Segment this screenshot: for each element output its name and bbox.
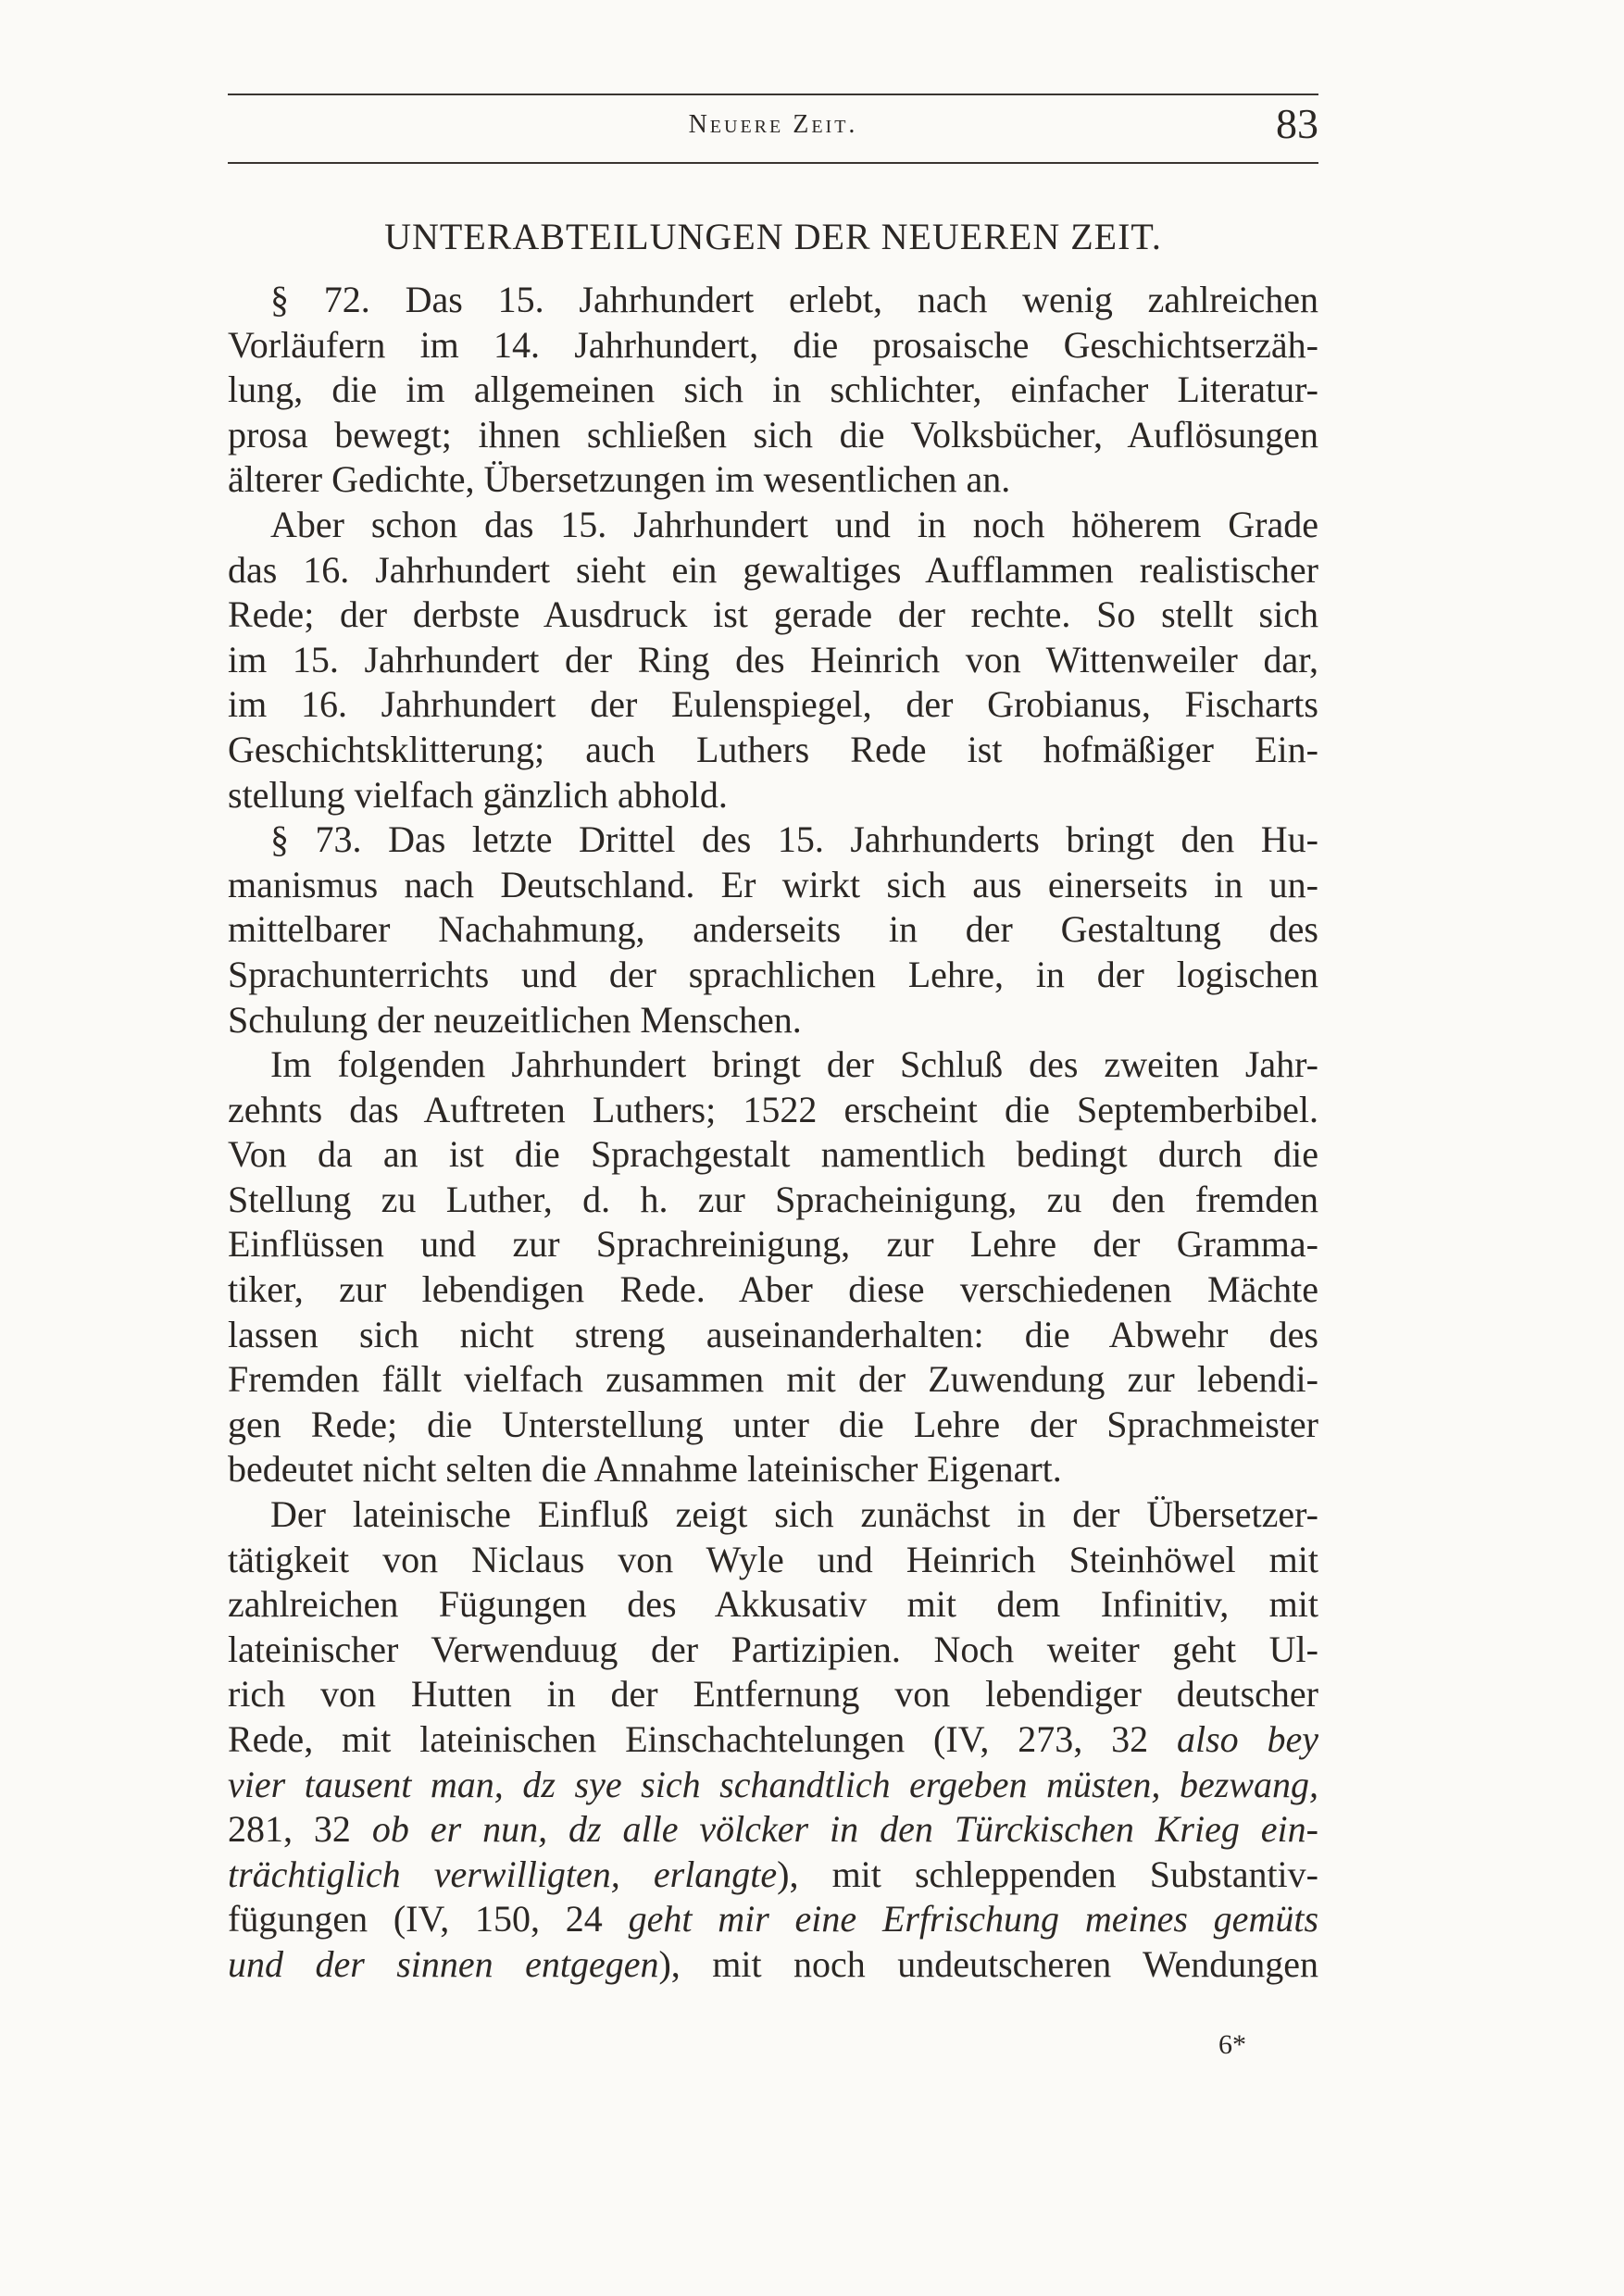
text-span: manismus nach Deutschland. Er wirkt sich aus einerseits in un-	[228, 863, 1318, 905]
text-span: im 16. Jahrhundert der Eulenspiegel, der Grobianus, Fischarts	[228, 683, 1318, 726]
italic-quote: und der sinnen entgegen	[228, 1942, 659, 1985]
text-line	[228, 1853, 1318, 1898]
text-line	[228, 278, 1318, 323]
italic-quote: geht mir eine Erfrischung meines gemüts	[628, 1898, 1319, 1940]
text-span: ), mit noch undeutscheren Wendungen	[658, 1942, 1319, 1985]
text-span: prosa bewegt; ihnen schließen sich die Volksbücher, Auflösungen	[228, 413, 1318, 455]
page-number: 83	[1276, 100, 1318, 147]
text-line	[228, 863, 1318, 908]
text-span: ), mit schleppenden Substantiv-	[777, 1853, 1318, 1895]
text-span: tiker, zur lebendigen Rede. Aber diese verschiedenen Mächte	[228, 1268, 1318, 1311]
text-line	[228, 503, 1318, 548]
text-span: Im folgenden Jahrhundert bringt der Schluß des zweiten Jahr-	[270, 1043, 1318, 1086]
text-line	[228, 368, 1318, 413]
text-span: Der lateinische Einfluß zeigt sich zunächst in der Übersetzer-	[270, 1493, 1318, 1536]
text-line	[228, 1942, 1318, 1988]
text-span: 281, 32	[228, 1808, 372, 1851]
signature-mark: 6*	[1218, 2029, 1246, 2060]
text-line	[228, 1897, 1318, 1942]
text-span: zehnts das Auftreten Luthers; 1522 erscheint die Septemberbibel.	[228, 1088, 1318, 1130]
text-line	[228, 1132, 1318, 1178]
italic-quote: also bey	[1176, 1718, 1319, 1760]
text-span: Rede; der derbste Ausdruck ist gerade der rechte. So stellt sich	[228, 593, 1318, 636]
italic-quote: vier tausent man, dz sye sich schandtlich ergeben müsten, bezwang,	[228, 1763, 1318, 1805]
text-line	[228, 1717, 1318, 1763]
text-line	[228, 1042, 1318, 1088]
text-span: Aber schon das 15. Jahrhundert und in noch höherem Grade	[270, 503, 1318, 545]
text-line	[228, 1582, 1318, 1628]
text-line	[228, 907, 1318, 953]
text-span: stellung vielfach gänzlich abhold.	[228, 773, 728, 816]
body-text	[228, 278, 1318, 1988]
text-span: tätigkeit von Niclaus von Wyle und Heinrich Steinhöwel mit	[228, 1538, 1318, 1580]
text-line	[228, 817, 1318, 863]
text-span: Geschichtsklitterung; auch Luthers Rede ist hofmäßiger Ein-	[228, 728, 1318, 770]
text-span: Schulung der neuzeitlichen Menschen.	[228, 998, 802, 1041]
text-line	[228, 323, 1318, 368]
text-span: § 73. Das letzte Drittel des 15. Jahrhunderts bringt den Hu-	[270, 818, 1318, 861]
text-line	[228, 728, 1318, 773]
text-span: § 72. Das 15. Jahrhundert erlebt, nach wenig zahlreichen	[270, 279, 1318, 320]
text-span: lateinischer Verwenduug der Partizipien. Noch weiter geht Ul-	[228, 1628, 1318, 1670]
text-line	[228, 548, 1318, 593]
text-line	[228, 638, 1318, 683]
header-top-rule	[228, 94, 1318, 95]
text-span: fügungen (IV, 150, 24	[228, 1898, 629, 1940]
text-span: Vorläufern im 14. Jahrhundert, die prosaische Geschichtserzäh-	[228, 323, 1318, 366]
text-line	[228, 1357, 1318, 1403]
text-span: lassen sich nicht streng auseinanderhalten: die Abwehr des	[228, 1313, 1318, 1355]
text-span: lung, die im allgemeinen sich in schlichter, einfacher Literatur-	[228, 368, 1318, 411]
text-line	[228, 593, 1318, 638]
italic-quote: trächtiglich verwilligten, erlangte	[228, 1853, 778, 1895]
text-line	[228, 1178, 1318, 1223]
text-line	[228, 1088, 1318, 1133]
text-line	[228, 998, 1318, 1043]
text-line	[228, 1492, 1318, 1538]
text-span: rich von Hutten in der Entfernung von lebendiger deutscher	[228, 1673, 1318, 1716]
text-span: das 16. Jahrhundert sieht ein gewaltiges Aufflammen realistischer	[228, 548, 1318, 591]
text-line	[228, 1628, 1318, 1673]
running-head	[228, 100, 1318, 151]
text-span: gen Rede; die Unterstellung unter die Lehre der Sprachmeister	[228, 1403, 1318, 1445]
text-span: Stellung zu Luther, d. h. zur Spracheinigung, zu den fremden	[228, 1178, 1318, 1220]
text-line	[228, 1447, 1318, 1492]
text-span: Rede, mit lateinischen Einschachtelungen (IV, 273, 32	[228, 1718, 1177, 1760]
text-span: zahlreichen Fügungen des Akkusativ mit dem Infinitiv, mit	[228, 1583, 1318, 1626]
text-span: Sprachunterrichts und der sprachlichen Lehre, in der logischen	[228, 953, 1318, 995]
running-title: Neuere Zeit.	[688, 110, 858, 139]
text-line	[228, 773, 1318, 818]
text-line	[228, 1807, 1318, 1853]
text-line	[228, 1763, 1318, 1808]
section-heading: UNTERABTEILUNGEN DER NEUEREN ZEIT.	[384, 216, 1162, 257]
text-line	[228, 1672, 1318, 1717]
text-line	[228, 413, 1318, 458]
text-line	[228, 682, 1318, 728]
text-span: Fremden fällt vielfach zusammen mit der Zuwendung zur lebendi-	[228, 1358, 1318, 1401]
text-span: älterer Gedichte, Übersetzungen im wesentlichen an.	[228, 458, 1011, 501]
text-span: Einflüssen und zur Sprachreinigung, zur Lehre der Gramma-	[228, 1223, 1318, 1266]
header-bottom-rule	[228, 162, 1318, 164]
text-span: bedeutet nicht selten die Annahme lateinischer Eigenart.	[228, 1448, 1062, 1491]
text-line	[228, 457, 1318, 503]
text-line	[228, 1313, 1318, 1358]
text-line	[228, 1267, 1318, 1313]
text-span: mittelbarer Nachahmung, anderseits in der Gestaltung des	[228, 908, 1318, 951]
text-line	[228, 1222, 1318, 1267]
text-line	[228, 953, 1318, 998]
italic-quote: ob er nun, dz alle völcker in den Türckischen Krieg ein-	[371, 1808, 1318, 1851]
text-span: Von da an ist die Sprachgestalt namentlich bedingt durch die	[228, 1133, 1318, 1176]
text-line	[228, 1538, 1318, 1583]
text-span: im 15. Jahrhundert der Ring des Heinrich von Wittenweiler dar,	[228, 638, 1318, 680]
text-line	[228, 1403, 1318, 1448]
